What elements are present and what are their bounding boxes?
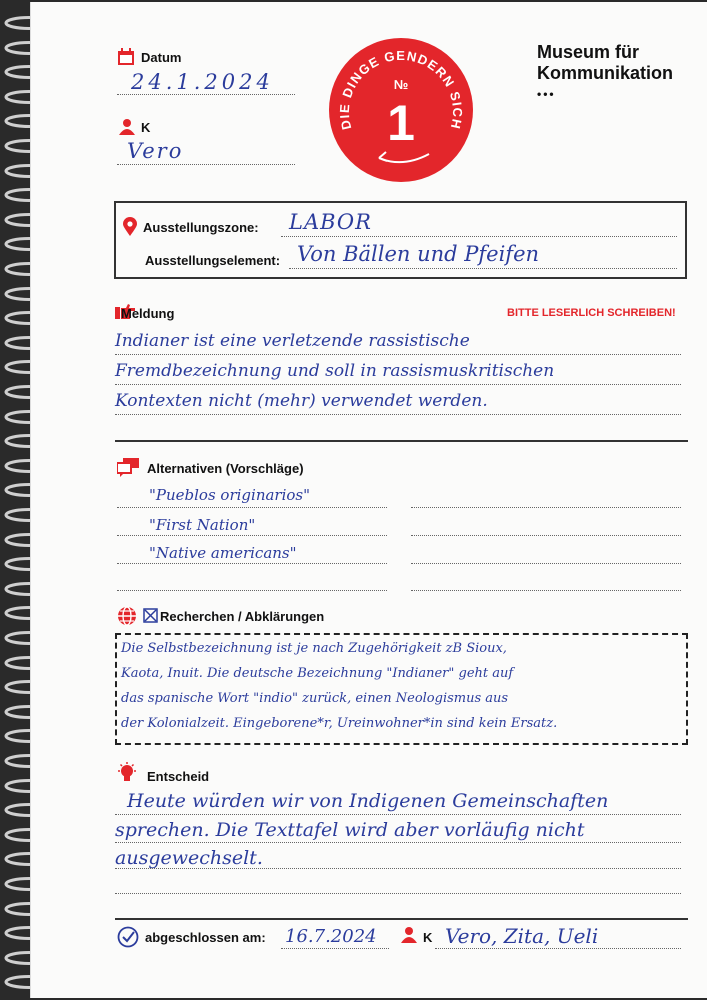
alternative-3: "Native americans" bbox=[149, 544, 297, 562]
alt-dotted-l2 bbox=[117, 535, 387, 536]
entscheid-dotted-1 bbox=[115, 814, 681, 815]
abgeschlossen-label: abgeschlossen am: bbox=[145, 930, 266, 945]
element-value: Von Bällen und Pfeifen bbox=[297, 242, 540, 266]
entscheid-dotted-3 bbox=[115, 868, 681, 869]
calendar-icon bbox=[117, 48, 135, 66]
entscheid-divider bbox=[115, 918, 688, 920]
recherchen-label: Recherchen / Abklärungen bbox=[160, 609, 325, 624]
location-pin-icon bbox=[123, 217, 137, 236]
abgeschlossen-line bbox=[281, 948, 389, 949]
check-circle-icon bbox=[117, 926, 139, 948]
meldung-line-3: Kontexten nicht (mehr) verwendet werden. bbox=[115, 391, 488, 411]
element-label: Ausstellungselement: bbox=[145, 253, 281, 268]
alternativen-label: Alternativen (Vorschläge) bbox=[147, 461, 304, 476]
alt-dotted-r1 bbox=[411, 507, 681, 508]
footer-k-value: Vero, Zita, Ueli bbox=[445, 924, 599, 948]
meldung-label: Meldung bbox=[121, 306, 175, 321]
speech-bubbles-icon bbox=[117, 458, 139, 477]
recherchen-line-4: der Kolonialzeit. Eingeborene*r, Ureinwohner*in sind kein Ersatz. bbox=[121, 716, 558, 731]
footer-k-line bbox=[435, 948, 681, 949]
alt-dotted-l3 bbox=[117, 563, 387, 564]
entscheid-line-2: sprechen. Die Texttafel wird aber vorläufig nicht bbox=[115, 819, 585, 841]
alt-dotted-r2 bbox=[411, 535, 681, 536]
k-line bbox=[117, 164, 295, 165]
alt-dotted-l1 bbox=[117, 507, 387, 508]
legibility-warning: BITTE LESERLICH SCHREIBEN! bbox=[507, 307, 676, 319]
entscheid-line-1: Heute würden wir von Indigenen Gemeinschaften bbox=[127, 790, 609, 812]
museum-name-line1: Museum für bbox=[537, 42, 640, 62]
die-dinge-gendern-sich-seal bbox=[327, 36, 475, 184]
recherchen-line-3: das spanische Wort "indio" zurück, einen Neologismus aus bbox=[121, 691, 509, 706]
recherchen-line-2: Kaota, Inuit. Die deutsche Bezeichnung "Indianer" geht auf bbox=[121, 666, 514, 681]
meldung-divider bbox=[115, 440, 688, 442]
seal-number: 1 bbox=[387, 95, 415, 151]
checked-box-icon bbox=[143, 608, 158, 623]
alt-dotted-r4 bbox=[411, 590, 681, 591]
meldung-dotted-2 bbox=[115, 384, 681, 385]
museum-dots: ••• bbox=[537, 87, 556, 101]
zone-line bbox=[281, 236, 677, 237]
datum-line bbox=[117, 94, 295, 95]
k-value: Vero bbox=[127, 139, 184, 163]
meldung-dotted-1 bbox=[115, 354, 681, 355]
alternative-1: "Pueblos originarios" bbox=[149, 486, 311, 504]
museum-name-line2: Kommunikation bbox=[537, 63, 674, 83]
alternative-2: "First Nation" bbox=[149, 516, 256, 534]
footer-k-label: K bbox=[423, 930, 433, 945]
recherchen-line-1: Die Selbstbezeichnung ist je nach Zugehörigkeit zB Sioux, bbox=[121, 641, 507, 656]
entscheid-dotted-4 bbox=[115, 893, 681, 894]
seal-no-label: № bbox=[393, 77, 409, 92]
alt-dotted-r3 bbox=[411, 563, 681, 564]
k-label: K bbox=[141, 120, 151, 135]
person-icon-footer bbox=[401, 926, 417, 943]
datum-value: 24.1.2024 bbox=[131, 70, 274, 94]
alt-dotted-l4 bbox=[117, 590, 387, 591]
meldung-dotted-3 bbox=[115, 414, 681, 415]
meldung-line-2: Fremdbezeichnung und soll in rassismuskritischen bbox=[115, 361, 555, 381]
seal-text: DIE DINGE GENDERN SICH bbox=[336, 47, 466, 132]
globe-icon bbox=[117, 606, 137, 626]
entscheid-dotted-2 bbox=[115, 842, 681, 843]
entscheid-label: Entscheid bbox=[147, 769, 210, 784]
paper-sheet bbox=[30, 2, 707, 998]
zone-label: Ausstellungszone: bbox=[143, 220, 259, 235]
lightbulb-icon bbox=[117, 762, 137, 784]
datum-label: Datum bbox=[141, 50, 182, 65]
entscheid-line-3: ausgewechselt. bbox=[115, 847, 263, 869]
element-line bbox=[289, 268, 677, 269]
abgeschlossen-value: 16.7.2024 bbox=[285, 926, 377, 947]
museum-logo bbox=[537, 42, 673, 105]
zone-value: LABOR bbox=[289, 210, 372, 234]
person-icon bbox=[119, 118, 135, 135]
meldung-line-1: Indianer ist eine verletzende rassistische bbox=[115, 331, 470, 351]
